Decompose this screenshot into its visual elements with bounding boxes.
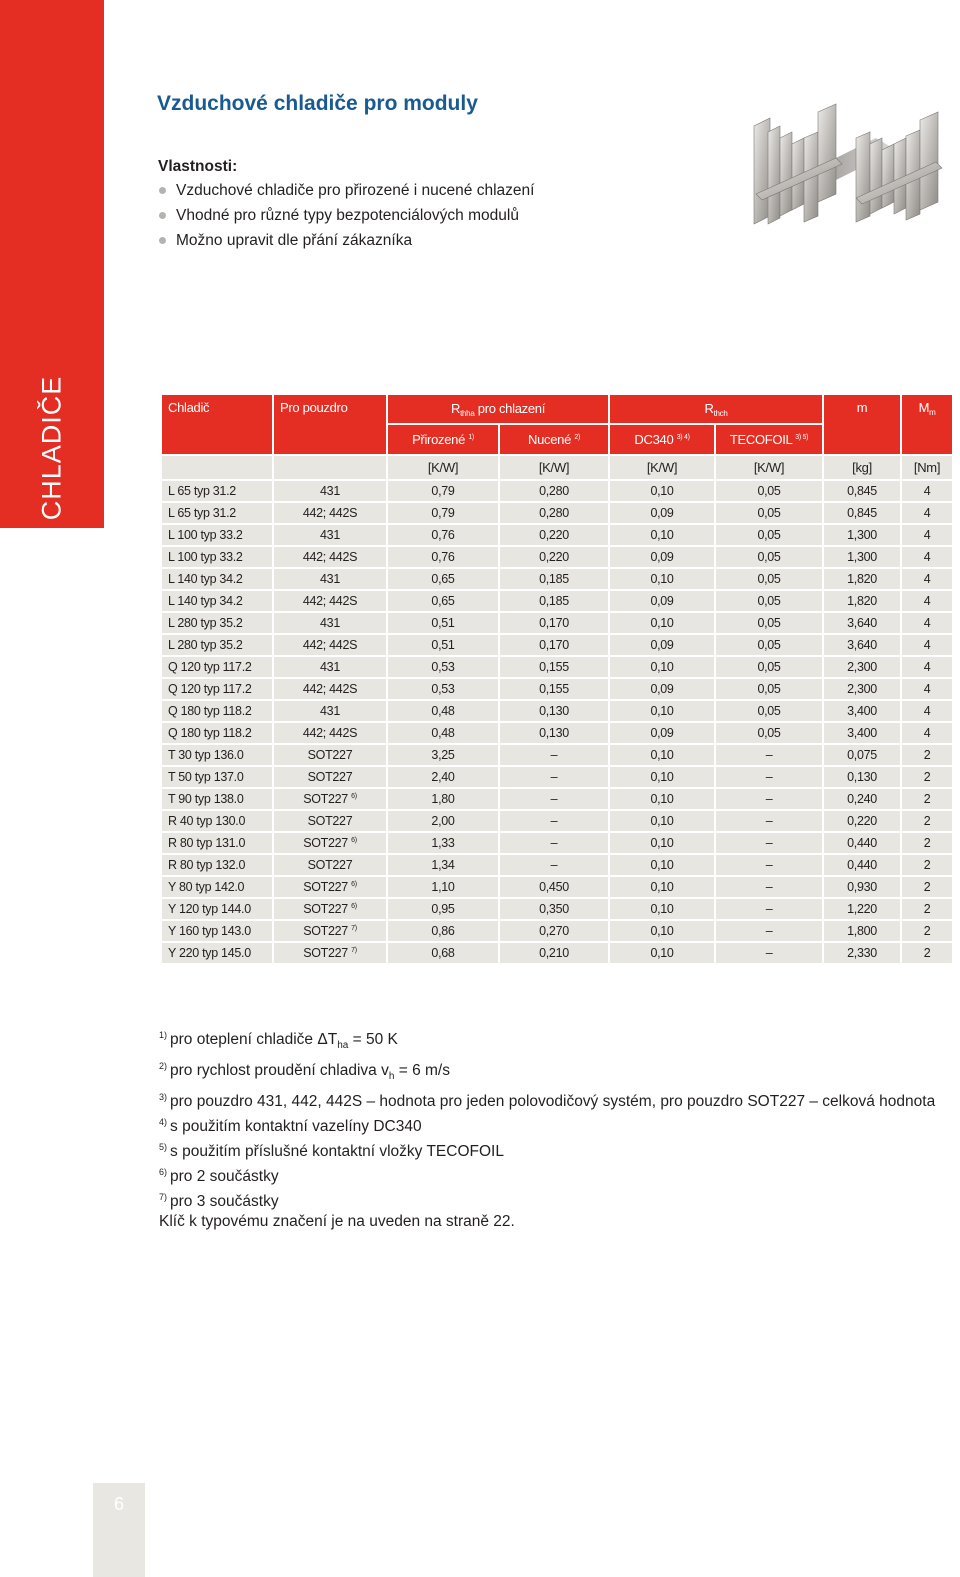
page-title: Vzduchové chladiče pro moduly (157, 92, 478, 115)
cell-nucene: 0,155 (499, 656, 609, 678)
cell-tecofoil: 0,05 (715, 678, 823, 700)
cell-dc340: 0,10 (609, 612, 715, 634)
cell-nucene: 0,170 (499, 612, 609, 634)
header-pouzdro: Pro pouzdro (273, 394, 387, 455)
page-number: 6 (113, 1494, 124, 1514)
bullet-icon (159, 237, 166, 244)
cell-nucene: – (499, 810, 609, 832)
header-chladic: Chladič (161, 394, 273, 455)
footnote: Klíč k typovému značení je na uveden na straně 22. (159, 1213, 515, 1230)
cell-pouzdro: SOT227 $^{6)}$ (273, 788, 387, 810)
cell-m: 1,220 (823, 898, 901, 920)
unit-cell: [K/W] (499, 455, 609, 480)
cell-tecofoil: 0,05 (715, 524, 823, 546)
properties-list (158, 178, 534, 253)
cell-tecofoil: – (715, 832, 823, 854)
cell-pouzdro: 442; 442S (273, 502, 387, 524)
table-row (161, 546, 953, 568)
cell-nucene: 0,130 (499, 700, 609, 722)
table-row (161, 766, 953, 788)
cell-dc340: 0,09 (609, 546, 715, 568)
cell-dc340: 0,10 (609, 700, 715, 722)
cell-nucene: 0,130 (499, 722, 609, 744)
cell-pouzdro: 442; 442S (273, 722, 387, 744)
cell-m: 0,440 (823, 832, 901, 854)
cell-nucene: 0,280 (499, 502, 609, 524)
cell-nucene: 0,185 (499, 568, 609, 590)
table-row (161, 568, 953, 590)
cell-m: 3,400 (823, 722, 901, 744)
cell-prirozene: 1,80 (387, 788, 499, 810)
cell-nucene: – (499, 832, 609, 854)
header-nucene: Nucené $^{2)}$ (499, 424, 609, 455)
cell-chladic: Y 220 typ 145.0 (161, 942, 273, 964)
cell-prirozene: 0,79 (387, 502, 499, 524)
properties (158, 156, 534, 253)
cell-dc340: 0,10 (609, 788, 715, 810)
cell-tecofoil: – (715, 854, 823, 876)
cell-tecofoil: 0,05 (715, 634, 823, 656)
cell-dc340: 0,09 (609, 678, 715, 700)
cell-tecofoil: 0,05 (715, 656, 823, 678)
table-row (161, 788, 953, 810)
header-m: m (823, 394, 901, 455)
cell-mm: 2 (901, 788, 953, 810)
cell-mm: 2 (901, 744, 953, 766)
cell-tecofoil: – (715, 788, 823, 810)
unit-cell: [K/W] (609, 455, 715, 480)
cell-m: 1,300 (823, 524, 901, 546)
cell-tecofoil: – (715, 920, 823, 942)
footnote: $^{3)}$ pro pouzdro 431, 442, 442S – hodnota pro jeden polovodičový systém, pro pouzdro SOT227 – celková hodnota (159, 1092, 936, 1110)
cell-tecofoil: 0,05 (715, 700, 823, 722)
cell-nucene: 0,280 (499, 480, 609, 502)
cell-nucene: 0,350 (499, 898, 609, 920)
cell-m: 3,400 (823, 700, 901, 722)
cell-tecofoil: – (715, 876, 823, 898)
cell-pouzdro: 431 (273, 568, 387, 590)
cell-tecofoil: – (715, 810, 823, 832)
cell-chladic: R 40 typ 130.0 (161, 810, 273, 832)
cell-nucene: – (499, 744, 609, 766)
cell-m: 2,300 (823, 678, 901, 700)
cell-chladic: T 90 typ 138.0 (161, 788, 273, 810)
cell-mm: 4 (901, 590, 953, 612)
footnote: $^{6)}$ pro 2 součástky (159, 1167, 279, 1185)
table-row (161, 700, 953, 722)
cell-dc340: 0,09 (609, 634, 715, 656)
cell-m: 0,130 (823, 766, 901, 788)
cell-mm: 4 (901, 480, 953, 502)
cell-tecofoil: – (715, 898, 823, 920)
cell-chladic: L 280 typ 35.2 (161, 612, 273, 634)
cell-mm: 2 (901, 920, 953, 942)
cell-chladic: L 280 typ 35.2 (161, 634, 273, 656)
table-row (161, 524, 953, 546)
cell-dc340: 0,10 (609, 920, 715, 942)
cell-prirozene: 0,65 (387, 568, 499, 590)
cell-m: 0,240 (823, 788, 901, 810)
cell-pouzdro: SOT227 $^{7)}$ (273, 942, 387, 964)
units-blank (273, 455, 387, 480)
cell-pouzdro: 442; 442S (273, 678, 387, 700)
cell-pouzdro: 431 (273, 480, 387, 502)
unit-cell: [kg] (823, 455, 901, 480)
cell-m: 0,440 (823, 854, 901, 876)
cell-dc340: 0,10 (609, 568, 715, 590)
cell-chladic: L 140 typ 34.2 (161, 568, 273, 590)
cell-m: 2,300 (823, 656, 901, 678)
cell-chladic: R 80 typ 132.0 (161, 854, 273, 876)
table-row (161, 854, 953, 876)
cell-dc340: 0,09 (609, 502, 715, 524)
cell-prirozene: 0,86 (387, 920, 499, 942)
cell-pouzdro: SOT227 (273, 854, 387, 876)
cell-mm: 2 (901, 810, 953, 832)
cell-tecofoil: – (715, 744, 823, 766)
cell-mm: 4 (901, 634, 953, 656)
cell-dc340: 0,10 (609, 898, 715, 920)
cell-prirozene: 2,00 (387, 810, 499, 832)
table-row (161, 502, 953, 524)
cell-m: 1,300 (823, 546, 901, 568)
cell-chladic: L 65 typ 31.2 (161, 502, 273, 524)
side-tab (0, 0, 104, 528)
units-blank (161, 455, 273, 480)
table-row (161, 898, 953, 920)
bullet-icon (159, 212, 166, 219)
cell-prirozene: 0,68 (387, 942, 499, 964)
unit-cell: [K/W] (715, 455, 823, 480)
cell-pouzdro: 442; 442S (273, 590, 387, 612)
cell-pouzdro: 431 (273, 612, 387, 634)
cell-nucene: 0,170 (499, 634, 609, 656)
cell-m: 0,845 (823, 480, 901, 502)
table-row (161, 832, 953, 854)
cell-nucene: 0,270 (499, 920, 609, 942)
footnote: $^{5)}$ s použitím příslušné kontaktní vložky TECOFOIL (159, 1142, 504, 1160)
cell-nucene: – (499, 788, 609, 810)
cell-dc340: 0,10 (609, 832, 715, 854)
cell-pouzdro: SOT227 $^{6)}$ (273, 876, 387, 898)
cell-mm: 4 (901, 524, 953, 546)
cell-pouzdro: SOT227 (273, 744, 387, 766)
table-body (161, 480, 953, 964)
cell-chladic: T 30 typ 136.0 (161, 744, 273, 766)
cell-nucene: 0,220 (499, 524, 609, 546)
cell-prirozene: 0,76 (387, 524, 499, 546)
cell-mm: 4 (901, 568, 953, 590)
cell-nucene: 0,210 (499, 942, 609, 964)
cell-mm: 2 (901, 854, 953, 876)
cell-pouzdro: SOT227 (273, 810, 387, 832)
list-item: Možno upravit dle přání zákazníka (158, 228, 534, 253)
header-rthha: $R_{thha}$ pro chlazení (387, 394, 609, 424)
cell-dc340: 0,09 (609, 722, 715, 744)
cell-prirozene: 1,33 (387, 832, 499, 854)
cell-dc340: 0,10 (609, 854, 715, 876)
header-dc340: DC340 $^{3) 4)}$ (609, 424, 715, 455)
cell-prirozene: 0,51 (387, 612, 499, 634)
cell-dc340: 0,10 (609, 876, 715, 898)
table-row (161, 722, 953, 744)
cell-prirozene: 0,76 (387, 546, 499, 568)
properties-heading: Vlastnosti: (158, 158, 238, 175)
cell-chladic: Y 80 typ 142.0 (161, 876, 273, 898)
cell-m: 3,640 (823, 634, 901, 656)
unit-cell: [K/W] (387, 455, 499, 480)
table-row (161, 920, 953, 942)
cell-chladic: Y 160 typ 143.0 (161, 920, 273, 942)
side-label: CHLADIČE (36, 375, 67, 521)
header-tecofoil: TECOFOIL $^{3) 5)}$ (715, 424, 823, 455)
cell-prirozene: 1,10 (387, 876, 499, 898)
cell-pouzdro: SOT227 (273, 766, 387, 788)
cell-mm: 4 (901, 656, 953, 678)
cell-prirozene: 0,51 (387, 634, 499, 656)
bullet-icon (159, 187, 166, 194)
cell-chladic: Y 120 typ 144.0 (161, 898, 273, 920)
cell-m: 0,075 (823, 744, 901, 766)
cell-dc340: 0,10 (609, 942, 715, 964)
cell-chladic: Q 120 typ 117.2 (161, 678, 273, 700)
cell-dc340: 0,10 (609, 524, 715, 546)
cell-chladic: L 65 typ 31.2 (161, 480, 273, 502)
cell-chladic: Q 180 typ 118.2 (161, 722, 273, 744)
cell-prirozene: 0,53 (387, 656, 499, 678)
cell-prirozene: 0,65 (387, 590, 499, 612)
cell-mm: 2 (901, 898, 953, 920)
table-row (161, 810, 953, 832)
cell-pouzdro: SOT227 $^{6)}$ (273, 832, 387, 854)
cell-chladic: L 140 typ 34.2 (161, 590, 273, 612)
cell-prirozene: 0,95 (387, 898, 499, 920)
cell-tecofoil: – (715, 942, 823, 964)
cell-mm: 2 (901, 766, 953, 788)
cell-mm: 2 (901, 942, 953, 964)
cell-tecofoil: 0,05 (715, 546, 823, 568)
cell-mm: 2 (901, 832, 953, 854)
cell-prirozene: 0,53 (387, 678, 499, 700)
cell-pouzdro: SOT227 $^{7)}$ (273, 920, 387, 942)
cell-tecofoil: 0,05 (715, 568, 823, 590)
table-row (161, 876, 953, 898)
cell-prirozene: 3,25 (387, 744, 499, 766)
footnote: $^{4)}$ s použitím kontaktní vazelíny DC340 (159, 1117, 422, 1135)
cell-m: 0,220 (823, 810, 901, 832)
table-row (161, 942, 953, 964)
table-row (161, 480, 953, 502)
heatsink-photo (746, 92, 950, 248)
table-row (161, 590, 953, 612)
cell-chladic: L 100 typ 33.2 (161, 524, 273, 546)
cell-dc340: 0,10 (609, 480, 715, 502)
footnote: $^{2)}$ pro rychlost proudění chladiva $v_h = 6$ m/s (159, 1061, 450, 1082)
cell-pouzdro: SOT227 $^{6)}$ (273, 898, 387, 920)
cell-prirozene: 0,48 (387, 700, 499, 722)
cell-chladic: T 50 typ 137.0 (161, 766, 273, 788)
cell-mm: 2 (901, 876, 953, 898)
cell-pouzdro: 431 (273, 524, 387, 546)
cell-dc340: 0,10 (609, 766, 715, 788)
cell-prirozene: 0,79 (387, 480, 499, 502)
cell-nucene: 0,450 (499, 876, 609, 898)
table-row (161, 634, 953, 656)
cell-pouzdro: 431 (273, 656, 387, 678)
cell-tecofoil: 0,05 (715, 480, 823, 502)
cell-m: 3,640 (823, 612, 901, 634)
cell-nucene: 0,155 (499, 678, 609, 700)
cell-m: 1,820 (823, 590, 901, 612)
cell-m: 0,845 (823, 502, 901, 524)
page-number-box (93, 1483, 145, 1577)
footnote: $^{7)}$ pro 3 součástky (159, 1192, 279, 1210)
cell-tecofoil: 0,05 (715, 722, 823, 744)
cell-chladic: Q 180 typ 118.2 (161, 700, 273, 722)
header-prirozene: Přirozené $^{1)}$ (387, 424, 499, 455)
cell-tecofoil: 0,05 (715, 590, 823, 612)
unit-cell: [Nm] (901, 455, 953, 480)
cell-dc340: 0,10 (609, 744, 715, 766)
cell-mm: 4 (901, 678, 953, 700)
table-row (161, 656, 953, 678)
cell-mm: 4 (901, 546, 953, 568)
cell-dc340: 0,10 (609, 810, 715, 832)
cell-prirozene: 2,40 (387, 766, 499, 788)
cell-pouzdro: 431 (273, 700, 387, 722)
cell-m: 0,930 (823, 876, 901, 898)
cell-mm: 4 (901, 700, 953, 722)
list-item: Vzduchové chladiče pro přirozené i nucené chlazení (158, 178, 534, 203)
cell-m: 1,820 (823, 568, 901, 590)
cell-chladic: Q 120 typ 117.2 (161, 656, 273, 678)
heatsink-table (160, 393, 954, 965)
cell-tecofoil: – (715, 766, 823, 788)
cell-nucene: – (499, 766, 609, 788)
footnotes (159, 1025, 959, 1232)
cell-m: 2,330 (823, 942, 901, 964)
cell-chladic: L 100 typ 33.2 (161, 546, 273, 568)
cell-nucene: – (499, 854, 609, 876)
cell-m: 1,800 (823, 920, 901, 942)
table-row (161, 744, 953, 766)
header-rthch: $R_{thch}$ (609, 394, 823, 424)
cell-pouzdro: 442; 442S (273, 546, 387, 568)
header-mm: $M_m$ (901, 394, 953, 455)
cell-mm: 4 (901, 722, 953, 744)
cell-mm: 4 (901, 612, 953, 634)
cell-nucene: 0,185 (499, 590, 609, 612)
cell-mm: 4 (901, 502, 953, 524)
cell-pouzdro: 442; 442S (273, 634, 387, 656)
cell-dc340: 0,10 (609, 656, 715, 678)
cell-prirozene: 1,34 (387, 854, 499, 876)
cell-dc340: 0,09 (609, 590, 715, 612)
cell-chladic: R 80 typ 131.0 (161, 832, 273, 854)
cell-prirozene: 0,48 (387, 722, 499, 744)
cell-tecofoil: 0,05 (715, 612, 823, 634)
cell-tecofoil: 0,05 (715, 502, 823, 524)
table-row (161, 678, 953, 700)
footnote: $^{1)}$ pro oteplení chladiče $\Delta T_{ha} = 50$ K (159, 1030, 398, 1051)
cell-nucene: 0,220 (499, 546, 609, 568)
list-item: Vhodné pro různé typy bezpotenciálových modulů (158, 203, 534, 228)
table-row (161, 612, 953, 634)
